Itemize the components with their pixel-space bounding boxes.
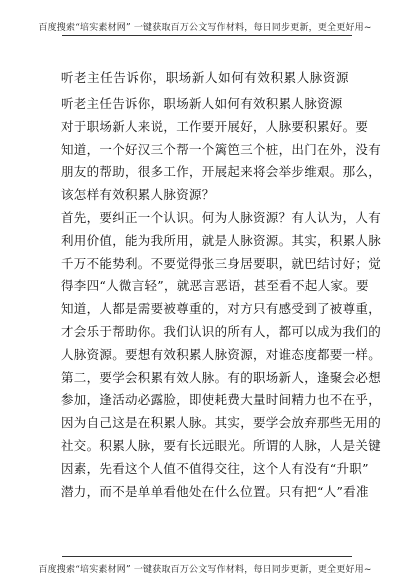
body-line: 才会乐于帮助你。我们认识的所有人，都可以成为我们的 (61, 323, 382, 339)
body-line: 该怎样有效积累人脉资源？ (61, 187, 215, 203)
body-line: 得李四“人微言轻”，就恶言恶语，甚至看不起人家。要 (61, 278, 369, 294)
footer-rule (62, 556, 352, 557)
body-line: 知道，人都是需要被尊重的，对方只有感受到了被尊重， (61, 301, 382, 317)
body-line: 因素，先看这个人值不值得交往，这个人有没有“升职” (61, 460, 369, 476)
body-line: 潜力，而不是单单看他处在什么位置。只有把“人”看准 (61, 483, 369, 499)
body-line: 因为自己这是在积累人脉。其实，要学会放弃那些无用的 (61, 415, 382, 431)
body-line: 首先，要纠正一个认识。何为人脉资源？有人认为，人有 (61, 209, 382, 225)
document-body (61, 93, 382, 503)
page-footer: 百度搜索“培实素材网” 一键获取百万公文写作材料，每日同步更新，更全更好用~ (38, 565, 372, 575)
body-line: 社交。积累人脉，要有长远眼光。所谓的人脉，人是关键 (61, 437, 382, 453)
document-title: 听老主任告诉你，职场新人如何有效积累人脉资源 (60, 70, 350, 85)
body-line: 千万不能势利。不要觉得张三身居要职，就巴结讨好；觉 (61, 255, 382, 271)
body-line: 参加，逢活动必露脸，即使耗费大量时间精力也不在乎， (61, 392, 382, 408)
body-line: 第二，要学会积累有效人脉。有的职场新人，逢聚会必想 (61, 369, 382, 385)
header-rule (62, 35, 352, 36)
body-line: 知道，一个好汉三个帮一个篱笆三个桩，出门在外，没有 (61, 141, 382, 157)
page-header: 百度搜索“培实素材网” 一键获取百万公文写作材料，每日同步更新，更全更好用~ (38, 23, 372, 33)
body-line: 对于职场新人来说，工作要开展好，人脉要积累好。要 (61, 118, 369, 134)
body-line: 利用价值，能为我所用，就是人脉资源。其实，积累人脉 (61, 232, 382, 248)
body-line: 听老主任告诉你，职场新人如何有效积累人脉资源 (61, 96, 343, 111)
body-line: 朋友的帮助，很多工作，开展起来将会举步维艰。那么， (61, 164, 382, 180)
body-line: 人脉资源。要想有效积累人脉资源，对谁态度都要一样。 (61, 346, 382, 362)
